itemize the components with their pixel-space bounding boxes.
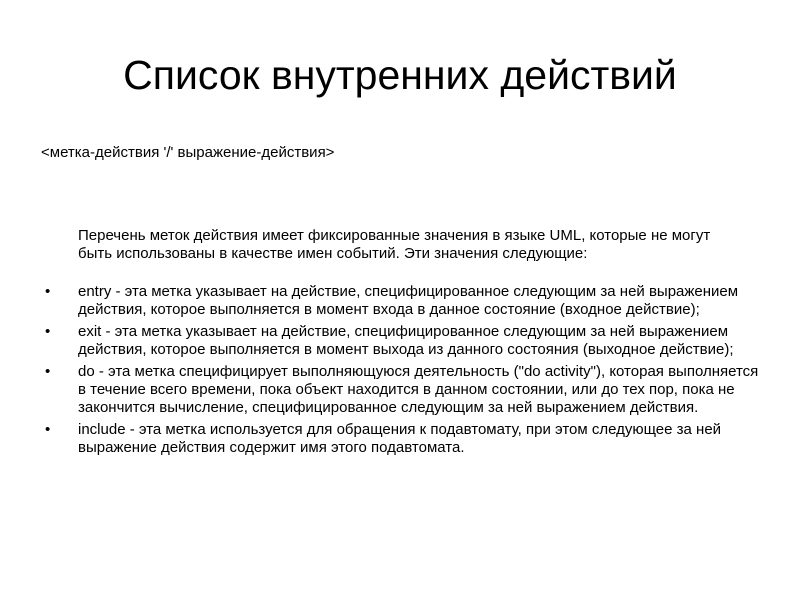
bullet-item-exit <box>0 323 800 359</box>
bullet-item-include <box>0 421 800 457</box>
bullet-icon: • <box>45 323 51 340</box>
bullet-text-exit: exit - эта метка указывает на действие, специфицированное следующим за ней выражением действия, которое выполняется в момент выхода из данного состояния (выходное действие); <box>78 323 734 358</box>
bullet-icon: • <box>45 363 51 380</box>
bullet-item-do <box>0 363 800 417</box>
bullet-icon: • <box>45 421 51 438</box>
bullet-icon: • <box>45 283 51 300</box>
bullet-text-entry: entry - эта метка указывает на действие, специфицированное следующим за ней выражением действия, которое выполняется в момент входа в данное состояние (входное действие); <box>78 283 739 318</box>
syntax-line: <метка-действия '/' выражение-действия> <box>41 144 335 161</box>
bullet-item-entry <box>0 283 800 319</box>
bullet-text-do: do - эта метка специфицирует выполняющуюся деятельность ("do activity"), которая выполняется в течение всего времени, пока объект находится в данном состоянии, или до тех пор, пока не закончится вычисление, специфицированное следующим за ней выражением действия. <box>78 363 759 416</box>
bullet-text-include: include - эта метка используется для обращения к подавтомату, при этом следующее за ней выражение действия содержит имя этого подавтомата. <box>78 421 722 456</box>
bullet-list <box>0 283 800 461</box>
slide-title: Список внутренних действий <box>123 52 677 98</box>
intro-paragraph: Перечень меток действия имеет фиксированные значения в языке UML, которые не могут быть использованы в качестве имен событий. Эти значения следующие: <box>78 227 711 262</box>
